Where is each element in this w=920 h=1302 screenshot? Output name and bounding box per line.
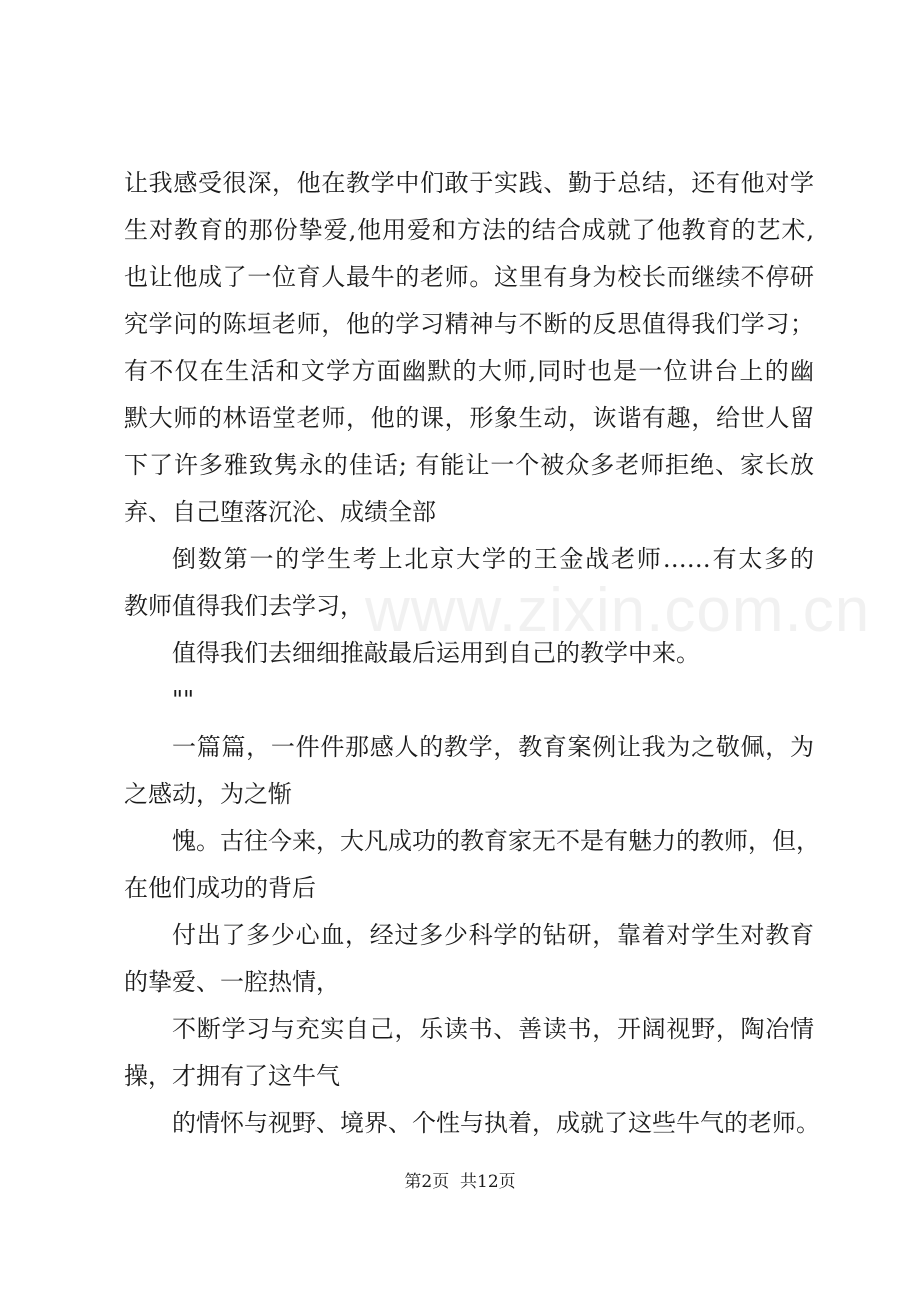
text-line: 倒数第一的学生考上北京大学的王金战老师……有太多的 [172,545,814,573]
text-line: 有不仅在生活和文学方面幽默的大师,同时也是一位讲台上的幽 [124,357,814,385]
text-line: 究学问的陈垣老师，他的学习精神与不断的反思值得我们学习； [124,310,814,338]
text-line: 让我感受很深，他在教学中们敢于实践、勤于总结，还有他对学 [124,169,814,197]
text-line: 生对教育的那份挚爱,他用爱和方法的结合成就了他教育的艺术, [124,216,814,244]
footer-total-pages: 12 [477,1172,499,1192]
footer-middle: 页 共 [432,1172,477,1192]
text-line: 愧。古往今来，大凡成功的教育家无不是有魅力的教师，但， [172,827,820,855]
text-line: 的挚爱、一腔热情， [124,968,340,996]
text-line: 之感动，为之惭 [124,780,292,808]
footer-prefix: 第 [404,1172,422,1192]
text-line: 教师值得我们去学习， [124,592,364,620]
text-line: 下了许多雅致隽永的佳话; 有能让一个被众多老师拒绝、家长放 [124,451,814,479]
footer-current-page: 2 [421,1172,433,1192]
text-line: 操，才拥有了这牛气 [124,1062,340,1090]
text-line: 不断学习与充实自己，乐读书、善读书，开阔视野，陶冶情 [172,1015,814,1043]
text-line: 付出了多少心血，经过多少科学的钻研，靠着对学生对教育 [172,921,814,949]
footer-suffix: 页 [498,1172,516,1192]
text-line: 在他们成功的背后 [124,874,316,902]
text-line: 默大师的林语堂老师，他的课，形象生动，诙谐有趣，给世人留 [124,404,814,432]
text-line: "" [172,686,195,714]
text-line: 一篇篇，一件件那感人的教学，教育案例让我为之敬佩，为 [172,733,814,761]
watermark: www.zixin.com.cn [365,576,871,645]
body-text [124,160,820,1147]
text-line: 也让他成了一位育人最牛的老师。这里有身为校长而继续不停研 [124,263,814,291]
page-footer [0,1170,920,1194]
text-line: 值得我们去细细推敲最后运用到自己的教学中来。 [172,639,700,667]
text-line: 的情怀与视野、境界、个性与执着，成就了这些牛气的老师。 [172,1109,820,1137]
text-line: 弃、自己堕落沉沦、成绩全部 [124,498,436,526]
